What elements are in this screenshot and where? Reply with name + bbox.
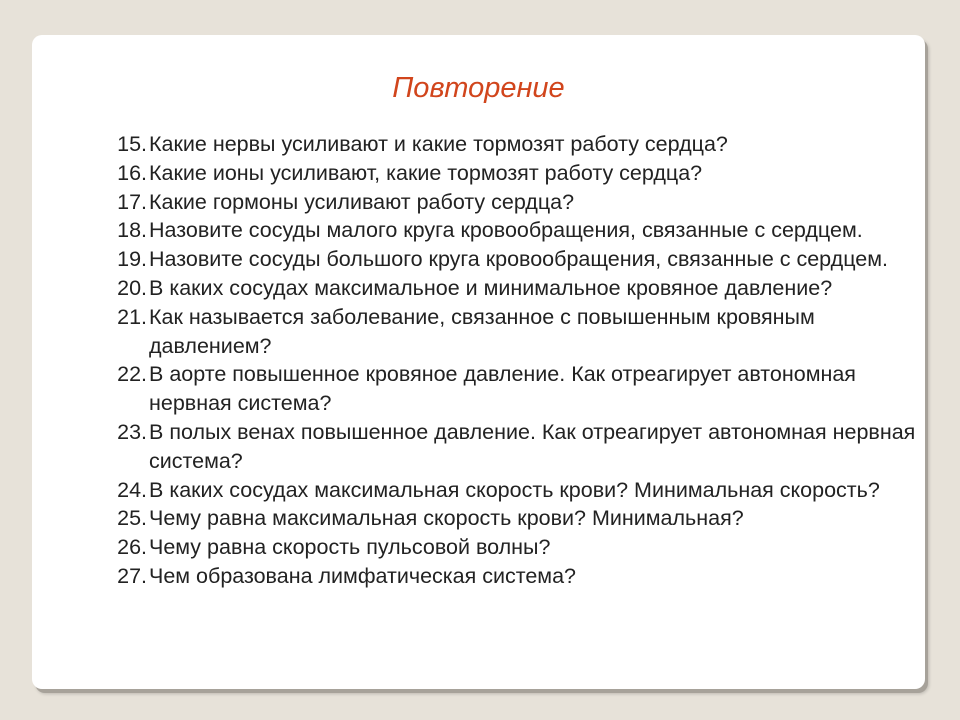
- list-item: [107, 130, 917, 159]
- question-text: Чему равна максимальная скорость крови? Минимальная?: [149, 506, 744, 531]
- question-text: В аорте повышенное кровяное давление. Как отреагирует автономная нервная система?: [149, 362, 856, 416]
- question-text: В полых венах повышенное давление. Как отреагирует автономная нервная система?: [149, 419, 916, 473]
- list-item: [107, 562, 917, 591]
- question-number: 26.: [117, 535, 147, 560]
- question-text: В каких сосудах максимальная скорость крови? Минимальная скорость?: [149, 477, 880, 502]
- question-text: Какие нервы усиливают и какие тормозят работу сердца?: [149, 132, 728, 156]
- question-number: 16.: [117, 160, 147, 185]
- question-number: 17.: [117, 189, 147, 214]
- slide-title: Повторение: [392, 72, 565, 104]
- question-number: 15.: [117, 132, 147, 156]
- list-item: [107, 188, 917, 217]
- question-text: Назовите сосуды малого круга кровообращения, связанные с сердцем.: [149, 218, 863, 243]
- list-item: [107, 360, 917, 418]
- question-number: 22.: [117, 362, 147, 387]
- question-number: 27.: [117, 563, 147, 588]
- list-item: [107, 159, 917, 188]
- question-text: Какие гормоны усиливают работу сердца?: [149, 189, 575, 214]
- question-text: Назовите сосуды большого круга кровообращения, связанные с сердцем.: [149, 247, 888, 272]
- list-item: [107, 476, 917, 505]
- question-number: 18.: [117, 218, 147, 243]
- list-item: [107, 274, 917, 303]
- question-number: 24.: [117, 477, 147, 502]
- list-item: [107, 303, 917, 361]
- question-number: 23.: [117, 419, 147, 444]
- question-text: Чему равна скорость пульсовой волны?: [149, 535, 551, 560]
- question-text: Как называется заболевание, связанное с повышенным кровяным давлением?: [149, 304, 815, 358]
- question-number: 21.: [117, 304, 147, 329]
- list-item: [107, 418, 917, 476]
- list-item: [107, 245, 917, 274]
- question-number: 25.: [117, 506, 147, 531]
- list-item: [107, 533, 917, 562]
- question-text: Какие ионы усиливают, какие тормозят работу сердца?: [149, 160, 703, 185]
- list-item: [107, 504, 917, 533]
- question-text: Чем образована лимфатическая система?: [149, 563, 576, 588]
- list-item: [107, 216, 917, 245]
- question-text: В каких сосудах максимальное и минимальное кровяное давление?: [149, 275, 833, 300]
- question-number: 20.: [117, 275, 147, 300]
- question-number: 19.: [117, 247, 147, 272]
- slide-card: [32, 35, 925, 689]
- question-list: [107, 130, 917, 591]
